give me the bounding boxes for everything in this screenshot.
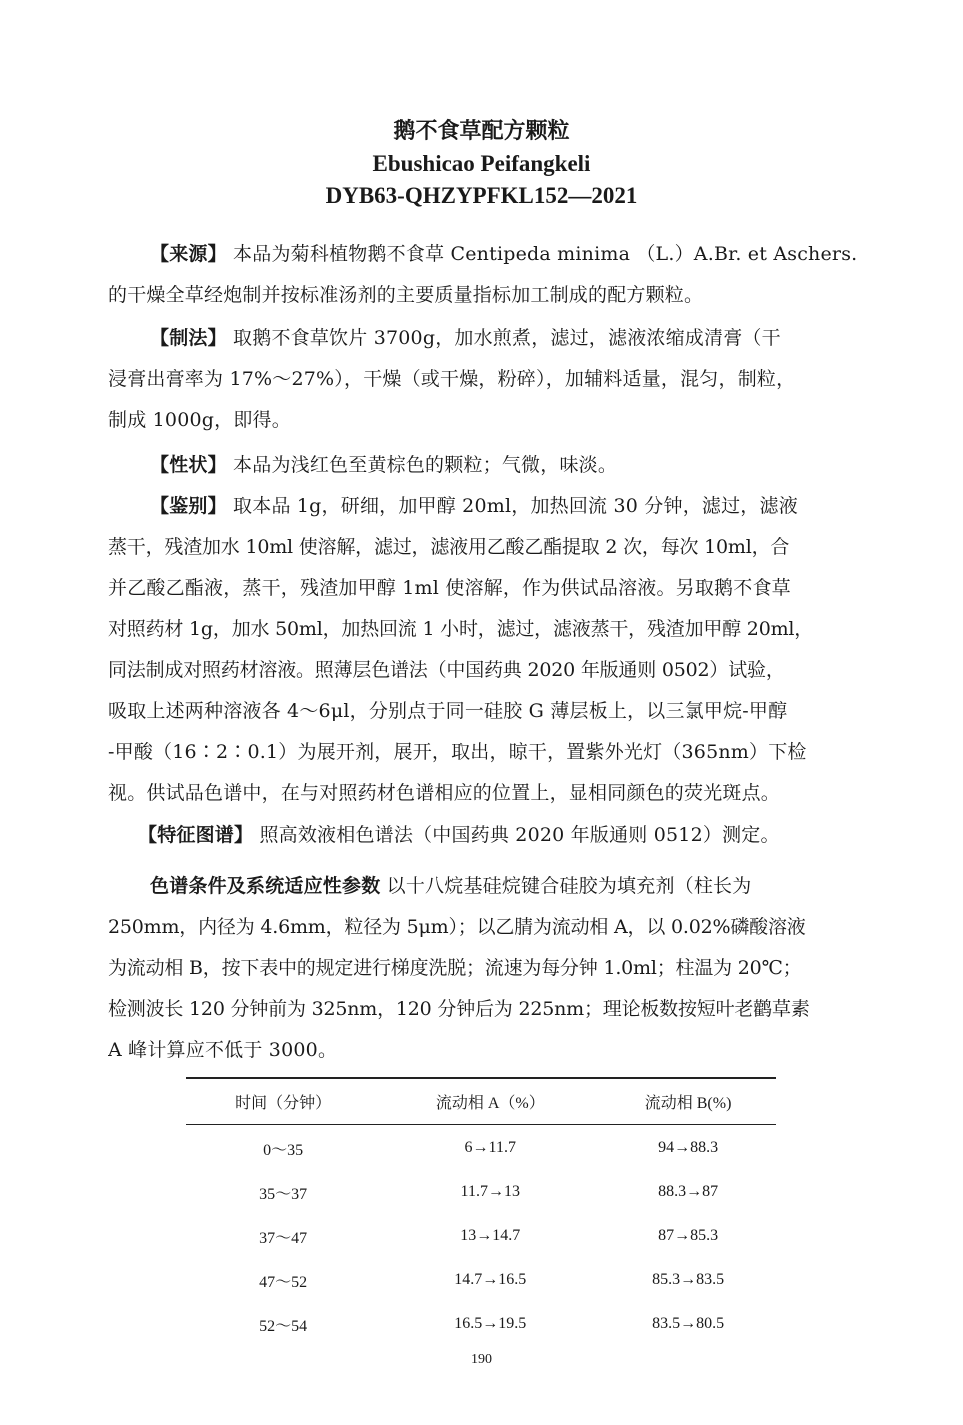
time-cell: 47～52 [259,1273,308,1291]
phase-a-cell: 11.7→13 [460,1183,520,1200]
chromatographic-line [108,866,858,907]
source-line [108,234,858,275]
phase-b-cell: 94→88.3 [658,1139,719,1156]
fingerprint-line [108,815,858,856]
chromatographic-line: 250mm，内径为 4.6mm，粒径为 5μm）；以乙腈为流动相 A，以 0.02%磷酸溶液 [108,916,806,938]
fingerprint-text: 照高效液相色谱法（中国药典 2020 年版通则 0512）测定。 [253,824,780,846]
phase-a-cell: 13→14.7 [460,1227,521,1244]
source-text: 本品为菊科植物鹅不食草 Centipeda minima （L.）A.Br. et Aschers. [226,243,858,265]
time-cell: 37～47 [259,1229,308,1247]
identification-line: 对照药材 1g，加水 50ml，加热回流 1 小时，滤过，滤液蒸干，残渣加甲醇 20ml， [108,618,814,640]
page-number: 190 [471,1352,492,1367]
fingerprint-label: 【特征图谱】 [138,824,254,846]
phase-a-cell: 14.7→16.5 [454,1271,527,1288]
character-section [108,445,858,486]
chromatographic-section [108,866,858,1071]
chromatographic-text: 以十八烷基硅烷键合硅胶为填充剂（柱长为 [380,875,752,897]
source-section [108,234,858,316]
method-line: 浸膏出膏率为 17%～27%），干燥（或干燥，粉碎），加辅料适量，混匀，制粒， [108,368,796,390]
table-row [186,1125,776,1171]
table-row [186,1170,776,1214]
method-section [108,318,858,441]
time-cell: 35～37 [259,1185,308,1203]
identification-line: -甲酸（16∶2∶0.1）为展开剂，展开，取出，晾干，置紫外光灯（365nm）下检 [108,741,807,763]
identification-line [108,486,858,527]
title-pinyin: Ebushicao Peifangkeli [372,151,591,176]
method-line [108,318,858,359]
title-chinese: 鹅不食草配方颗粒 [393,119,570,144]
chromatographic-label: 色谱条件及系统适应性参数 [150,875,381,897]
chromatographic-line: 为流动相 B，按下表中的规定进行梯度洗脱；流速为每分钟 1.0ml；柱温为 20℃； [108,957,802,979]
phase-b-cell: 85.3→83.5 [652,1271,725,1288]
time-cell: 52～54 [259,1317,308,1335]
chromatographic-line: 检测波长 120 分钟前为 325nm，120 分钟后为 225nm；理论板数按短叶老鹳草素 [108,998,810,1020]
method-text: 取鹅不食草饮片 3700g，加水煎煮，滤过，滤液浓缩成清膏（干 [226,327,781,349]
column-header-phase-a: 流动相 A（%） [380,1078,600,1125]
method-label: 【制法】 [150,327,227,349]
column-header-time: 时间（分钟） [186,1078,380,1125]
identification-line: 视。供试品色谱中，在与对照药材色谱相应的位置上，显相同颜色的荧光斑点。 [108,782,781,804]
phase-b-cell: 83.5→80.5 [652,1315,725,1332]
gradient-table [186,1077,776,1346]
table-row [186,1258,776,1302]
character-text: 本品为浅红色至黄棕色的颗粒；气微，味淡。 [226,454,618,476]
character-line [108,445,858,486]
time-cell: 0～35 [263,1141,304,1159]
table-row [186,1214,776,1258]
fingerprint-section [108,815,858,856]
identification-line: 吸取上述两种溶液各 4～6μl，分别点于同一硅胶 G 薄层板上，以三氯甲烷-甲醇 [108,700,788,722]
identification-section [108,486,858,814]
table-row [186,1302,776,1346]
phase-b-cell: 88.3→87 [658,1183,719,1200]
phase-b-cell: 87→85.3 [658,1227,719,1244]
source-line: 的干燥全草经炮制并按标准汤剂的主要质量指标加工制成的配方颗粒。 [108,284,704,306]
method-line: 制成 1000g，即得。 [108,409,291,431]
character-label: 【性状】 [150,454,227,476]
title-block [0,116,963,212]
identification-line: 蒸干，残渣加水 10ml 使溶解，滤过，滤液用乙酸乙酯提取 2 次，每次 10ml，合 [108,536,790,558]
identification-label: 【鉴别】 [150,495,227,517]
standard-code: DYB63-QHZYPFKL152—2021 [325,183,638,208]
table-header-row [186,1078,776,1125]
phase-a-cell: 6→11.7 [464,1139,516,1156]
phase-a-cell: 16.5→19.5 [454,1315,527,1332]
source-label: 【来源】 [150,243,227,265]
chromatographic-line: A 峰计算应不低于 3000。 [108,1039,338,1061]
identification-line: 同法制成对照药材溶液。照薄层色谱法（中国药典 2020 年版通则 0502）试验， [108,659,785,681]
column-header-phase-b: 流动相 B(%) [600,1078,776,1125]
identification-text: 取本品 1g，研细，加甲醇 20ml，加热回流 30 分钟，滤过，滤液 [226,495,798,517]
identification-line: 并乙酸乙酯液，蒸干，残渣加甲醇 1ml 使溶解，作为供试品溶液。另取鹅不食草 [108,577,791,599]
